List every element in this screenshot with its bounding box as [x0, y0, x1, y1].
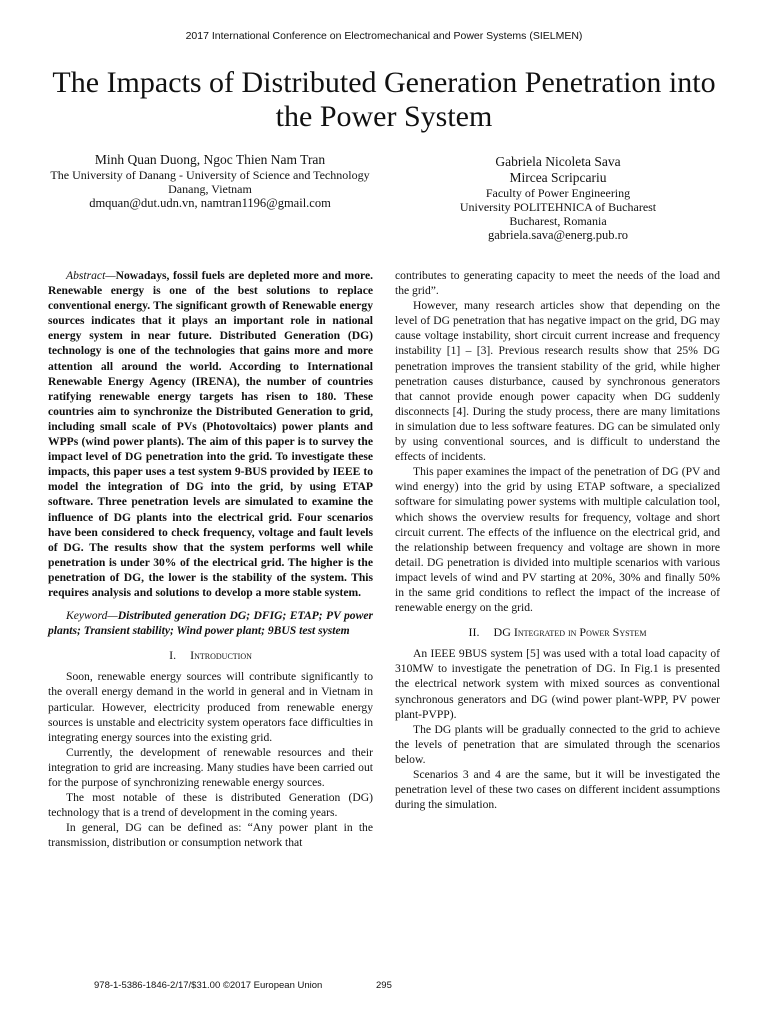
paragraph: Currently, the development of renewable resources and their integration to grid are increasing. Many studies have been carried out for the purpose of synchronizing renewable energy sources.	[48, 745, 373, 789]
paragraph: An IEEE 9BUS system [5] was used with a total load capacity of 310MW to investigate the penetration of DG. In Fig.1 is presented the electrical network system with mixed sources as conventional synchronous generators and DG (wind power plant-WPP, PV power plant-PVPP).	[395, 647, 720, 721]
author-name-1-right: Gabriela Nicoleta Sava	[495, 154, 621, 169]
conference-header: 2017 International Conference on Electromechanical and Power Systems (SIELMEN)	[185, 30, 583, 42]
section-title: DG Integrated in Power System	[493, 625, 647, 640]
footer-isbn: 978-1-5386-1846-2/17/$31.00 ©2017 European Union	[94, 980, 323, 991]
paper-title: The Impacts of Distributed Generation Penetration into the Power System	[52, 66, 716, 133]
abstract	[48, 268, 373, 600]
paragraph: In general, DG can be defined as: “Any power plant in the transmission, distribution or consumption network that	[48, 821, 373, 850]
location-left: Danang, Vietnam	[168, 182, 252, 196]
author-name-2-right: Mircea Scripcariu	[509, 170, 607, 185]
abstract-lead: Abstract—	[66, 269, 116, 282]
paragraph: Scenarios 3 and 4 are the same, but it will be investigated the penetration level of these two cases on different incident assumptions during the simulation.	[395, 768, 720, 812]
abstract-text: Nowadays, fossil fuels are depleted more and more. Renewable energy is one of the best solutions to replace conventional energy. The significant growth of Renewable energy sources indicates that it plays an important role in national energy system in near future. Distributed Generation (DG) technology is one of the technologies that gains more and more attention all around the world. According to International Renewable Energy Agency (IRENA), the number of countries ratifying renewable energy targets has risen to 180. These countries aim to synchronize the Distributed Generation to grid, including small scale of PVs (Photovoltaics) power plants and WPPs (wind power plants). The aim of this paper is to survey the impact level of DG penetration into the grid. To investigate these impacts, this paper uses a test system 9-BUS provided by IEEE to model the integration of DG into the grid, by using ETAP software. Three penetration levels are simulated to examine the influence of DG plants into the electrical grid. Four scenarios have been considered to check frequency, voltage and fault levels of DG. The results show that the system performs well while penetration is under 30% of the electrical grid. The higher is the penetration of DG, the lower is the stability of the system. This requires analysis and solutions to develop a more stable system.	[48, 269, 373, 599]
affiliation-left: The University of Danang - University of Science and Technology	[50, 168, 370, 182]
section-heading-dg-integrated	[395, 625, 720, 640]
section-number: I.	[169, 648, 177, 663]
paragraph: The DG plants will be gradually connected to the grid to achieve the levels of penetration that are simulated through the scenarios below.	[395, 722, 720, 766]
paragraph: Soon, renewable energy sources will contribute significantly to the overall energy demand in the world in general and in Vietnam in particular. However, electricity produced from renewable energy sources is unstable and electricity system operators face difficulties in integrating energy sources into the existing grid.	[48, 670, 373, 744]
authors-left	[50, 152, 370, 210]
keywords	[48, 608, 373, 638]
keywords-text: Distributed generation DG; DFIG; ETAP; PV power plants; Transient stability; Wind power plant; 9BUS test system	[48, 609, 373, 638]
authors-right	[398, 154, 718, 242]
section-title: Introduction	[190, 648, 252, 663]
paragraph: This paper examines the impact of the penetration of DG (PV and wind energy) into the grid by using ETAP software, a specialized software for simulating power systems with multiple calculation tool, which shows the overview results for frequency, voltage and short circuit current. The effects of the influence on the electrical grid, and the relationship between frequency and voltage are shown in more detail. DG penetration is divided into multiple scenarios with various impact levels of wind and PV starting at 20%, 30% and finally 50% in the same grid conditions to reflect the impact of the increase of renewable energy on the grid.	[395, 465, 720, 615]
keywords-lead: Keyword—	[66, 609, 118, 623]
email-right: gabriela.sava@energ.pub.ro	[487, 228, 629, 242]
faculty-right: Faculty of Power Engineering	[485, 186, 631, 200]
email-left: dmquan@dut.udn.vn, namtran1196@gmail.com	[89, 196, 331, 210]
left-column	[48, 268, 373, 850]
author-names-left: Minh Quan Duong, Ngoc Thien Nam Tran	[94, 152, 326, 167]
university-right: University POLITEHNICA of Bucharest	[459, 200, 657, 214]
right-column	[395, 268, 720, 812]
location-right: Bucharest, Romania	[509, 214, 607, 228]
paragraph-continuation: contributes to generating capacity to meet the needs of the load and the grid”.	[395, 269, 720, 298]
paragraph: However, many research articles show that depending on the level of DG penetration that has negative impact on the grid, DG may cause voltage instability, short circuit current increase and frequency instability [1] – [3]. Previous research results show that 25% DG penetration improves the transient stability of the grid, while higher penetration causes disturbance, caused by synchronous generators that cannot provide enough power capacity when DG suddenly disconnects [4]. During the study process, there are many limitations in simulation due to less software features. DG can be simulated only by using conventional sources, and is difficult to understand the effects of incidents.	[395, 299, 720, 464]
section-number: II.	[468, 625, 480, 640]
section-heading-introduction	[48, 648, 373, 663]
page-number: 295	[376, 980, 392, 991]
paragraph: The most notable of these is distributed Generation (DG) technology that is a trend of development in the coming years.	[48, 791, 373, 820]
